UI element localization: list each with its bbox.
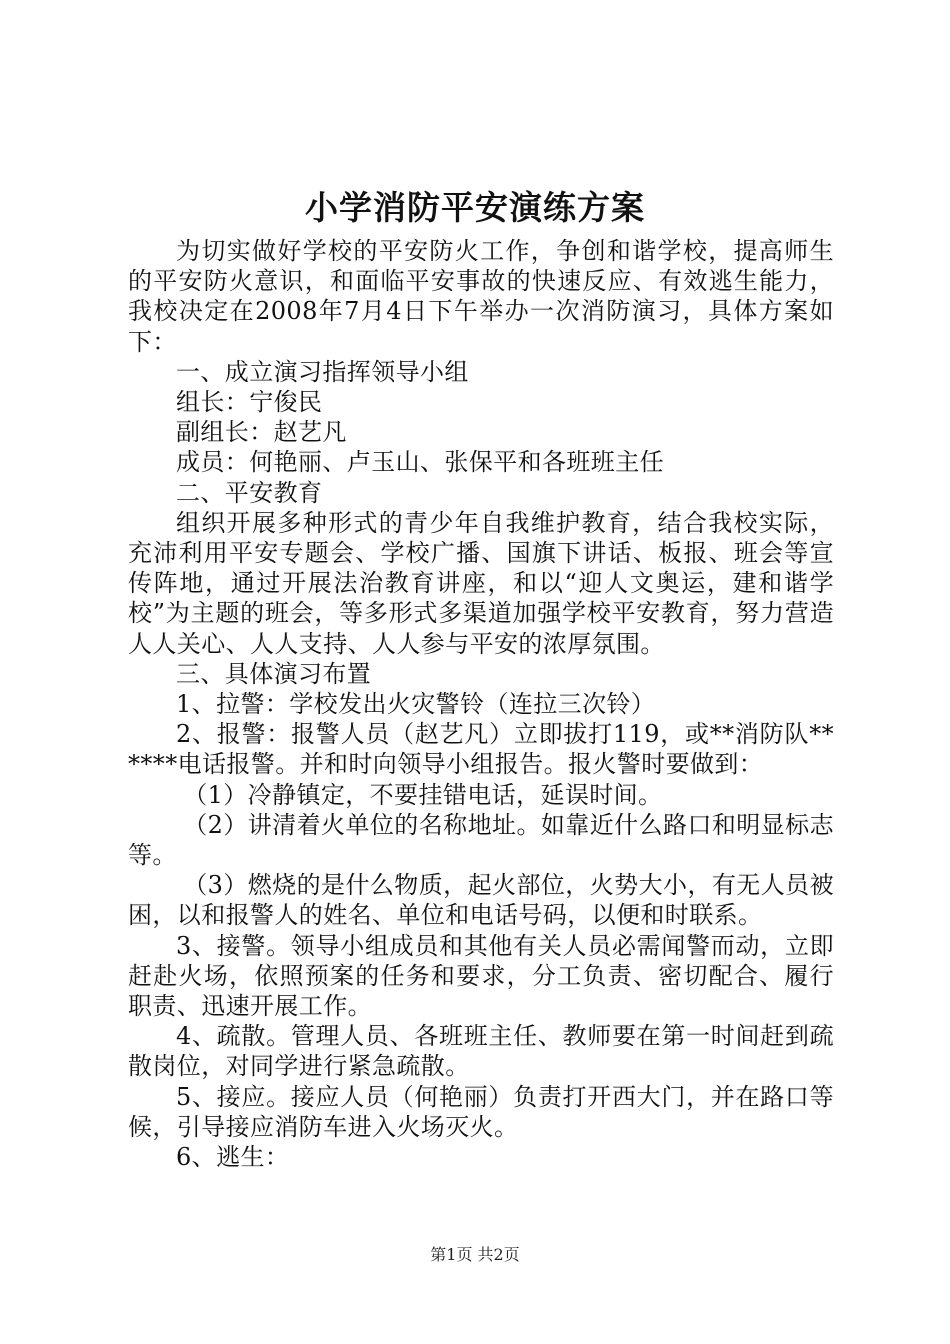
paragraph-report-item-3: （3）燃烧的是什么物质，起火部位，火势大小，有无人员被困，以和报警人的姓名、单位和电话号码，以便和时联系。	[128, 871, 834, 930]
section-heading-drill: 三、具体演习布置	[176, 659, 372, 688]
paragraph-alarm: 1、拉警：学校发出火灾警铃（连拉三次铃）	[176, 690, 656, 719]
paragraph-report-item-1: （1）冷静镇定，不要挂错电话，延误时间。	[183, 780, 663, 809]
paragraph-evacuation: 4、疏散。管理人员、各班班主任、教师要在第一时间赶到疏散岗位，对同学进行紧急疏散。	[128, 1022, 834, 1081]
paragraph-intro: 为切实做好学校的平安防火工作，争创和谐学校，提高师生的平安防火意识，和面临平安事故的快速反应、有效逃生能力，我校决定在2008年7月4日下午举办一次消防演习，具体方案如下：	[128, 237, 834, 356]
paragraph-members: 成员：何艳丽、卢玉山、张保平和各班班主任	[176, 448, 664, 477]
paragraph-deputy-leader: 副组长：赵艺凡	[176, 418, 347, 447]
page-footer: 第1页 共2页	[430, 1245, 520, 1264]
section-heading-leadership: 一、成立演习指挥领导小组	[176, 357, 469, 386]
paragraph-escape: 6、逃生：	[176, 1143, 290, 1172]
paragraph-report: 2、报警：报警人员（赵艺凡）立即拔打119，或**消防队******电话报警。并和时向领导小组报告。报火警时要做到：	[128, 720, 834, 779]
document-body	[128, 236, 834, 1172]
paragraph-education: 组织开展多种形式的青少年自我维护教育，结合我校实际，充沛利用平安专题会、学校广播、国旗下讲话、板报、班会等宣传阵地，通过开展法治教育讲座，和以“迎人文奥运，建和谐学校”为主题的班会，等多形式多渠道加强学校平安教育，努力营造人人关心、人人支持、人人参与平安的浓厚氛围。	[128, 508, 834, 658]
document-title: 小学消防平安演练方案	[305, 188, 645, 227]
paragraph-receive-alarm: 3、接警。领导小组成员和其他有关人员必需闻警而动，立即赶赴火场，依照预案的任务和要求，分工负责、密切配合、履行职责、迅速开展工作。	[128, 931, 834, 1021]
paragraph-reception: 5、接应。接应人员（何艳丽）负责打开西大门，并在路口等候，引导接应消防车进入火场灭火。	[128, 1082, 834, 1141]
section-heading-education: 二、平安教育	[176, 478, 323, 507]
paragraph-leader: 组长：宁俊民	[176, 388, 323, 417]
paragraph-report-item-2: （2）讲清着火单位的名称地址。如靠近什么路口和明显标志等。	[128, 810, 834, 870]
